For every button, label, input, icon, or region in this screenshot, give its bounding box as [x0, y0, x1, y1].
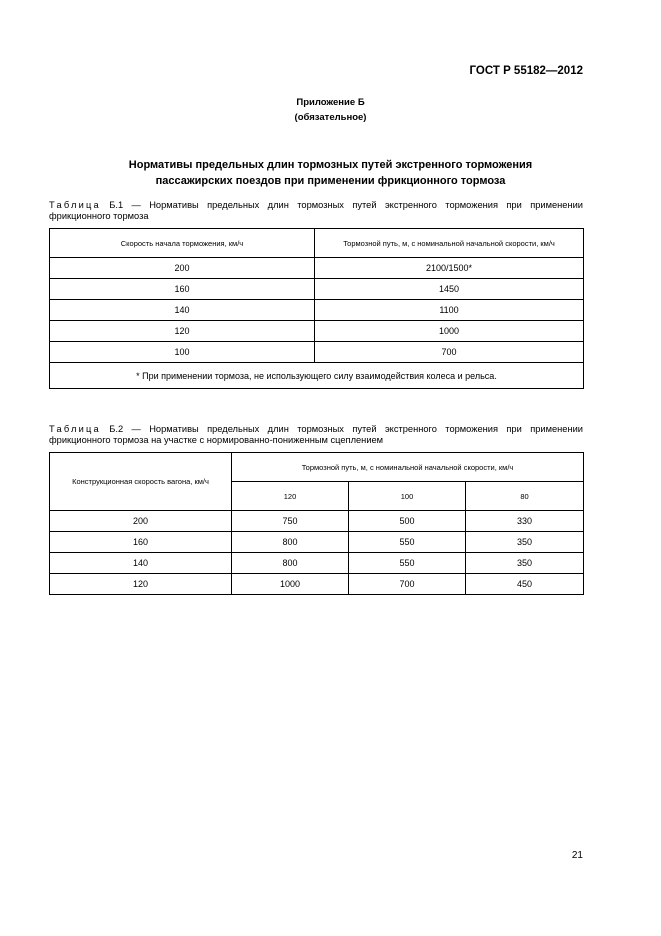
- table-cell: 2100/1500*: [315, 258, 584, 279]
- table-row: [50, 321, 584, 342]
- main-title-line-2: пассажирских поездов при применении фрикционного тормоза: [155, 175, 506, 187]
- table-row: [50, 553, 584, 574]
- table-row: [50, 279, 584, 300]
- table-cell: 700: [315, 342, 584, 363]
- table1-caption-word: Таблица: [49, 200, 101, 210]
- table-cell: 350: [466, 532, 584, 553]
- table2-header-distance: Тормозной путь, м, с номинальной начальной скорости, км/ч: [232, 453, 584, 482]
- table2: [49, 452, 584, 595]
- table-cell: 200: [50, 258, 315, 279]
- table-cell: 1100: [315, 300, 584, 321]
- appendix-status: (обязательное): [294, 112, 367, 123]
- table2-caption-word: Таблица: [49, 424, 101, 434]
- table-cell: 450: [466, 574, 584, 595]
- table-row: [50, 342, 584, 363]
- table2-subheader-80: 80: [466, 482, 584, 511]
- table-cell: 550: [349, 532, 466, 553]
- table-cell: 550: [349, 553, 466, 574]
- table2-subheader-100: 100: [349, 482, 466, 511]
- table-cell: 120: [50, 574, 232, 595]
- table-cell: 750: [232, 511, 349, 532]
- table2-header-design-speed: Конструкционная скорость вагона, км/ч: [50, 453, 232, 511]
- table-cell: 1000: [315, 321, 584, 342]
- table1-footnote: * При применении тормоза, не использующего силу взаимодействия колеса и рельса.: [50, 363, 584, 389]
- table-cell: 500: [349, 511, 466, 532]
- table-cell: 160: [50, 279, 315, 300]
- document-code: ГОСТ Р 55182—2012: [469, 65, 583, 77]
- table-cell: 700: [349, 574, 466, 595]
- table-row: [50, 511, 584, 532]
- table-cell: 140: [50, 553, 232, 574]
- table-cell: 1450: [315, 279, 584, 300]
- table-cell: 330: [466, 511, 584, 532]
- table2-caption: [49, 424, 583, 446]
- table-cell: 160: [50, 532, 232, 553]
- table-cell: 120: [50, 321, 315, 342]
- appendix-title: Приложение Б: [296, 97, 365, 108]
- main-title-line-1: Нормативы предельных длин тормозных путей экстренного торможения: [128, 159, 533, 171]
- table-cell: 800: [232, 553, 349, 574]
- page-number: 21: [571, 850, 583, 861]
- table1-caption-text: Б.1 — Нормативы предельных длин тормозных путей экстренного торможения при применении фрикционного тормоза: [49, 200, 583, 221]
- table2-caption-text: Б.2 — Нормативы предельных длин тормозных путей экстренного торможения при применении фрикционного тормоза на участке с нормированно-пониженным сцеплением: [49, 424, 583, 445]
- table-row: [50, 258, 584, 279]
- table1-header-distance: Тормозной путь, м, с номинальной начальной скорости, км/ч: [315, 229, 584, 258]
- table-cell: 350: [466, 553, 584, 574]
- table1-caption: [49, 200, 583, 222]
- table2-subheader-120: 120: [232, 482, 349, 511]
- table-row: [50, 300, 584, 321]
- table-cell: 200: [50, 511, 232, 532]
- table1-header-speed: Скорость начала торможения, км/ч: [50, 229, 315, 258]
- table-cell: 100: [50, 342, 315, 363]
- main-title: [0, 157, 661, 189]
- table-row: [50, 574, 584, 595]
- table-cell: 1000: [232, 574, 349, 595]
- table-cell: 140: [50, 300, 315, 321]
- appendix-heading: [0, 95, 661, 125]
- table-row: [50, 532, 584, 553]
- table1: [49, 228, 584, 389]
- table-cell: 800: [232, 532, 349, 553]
